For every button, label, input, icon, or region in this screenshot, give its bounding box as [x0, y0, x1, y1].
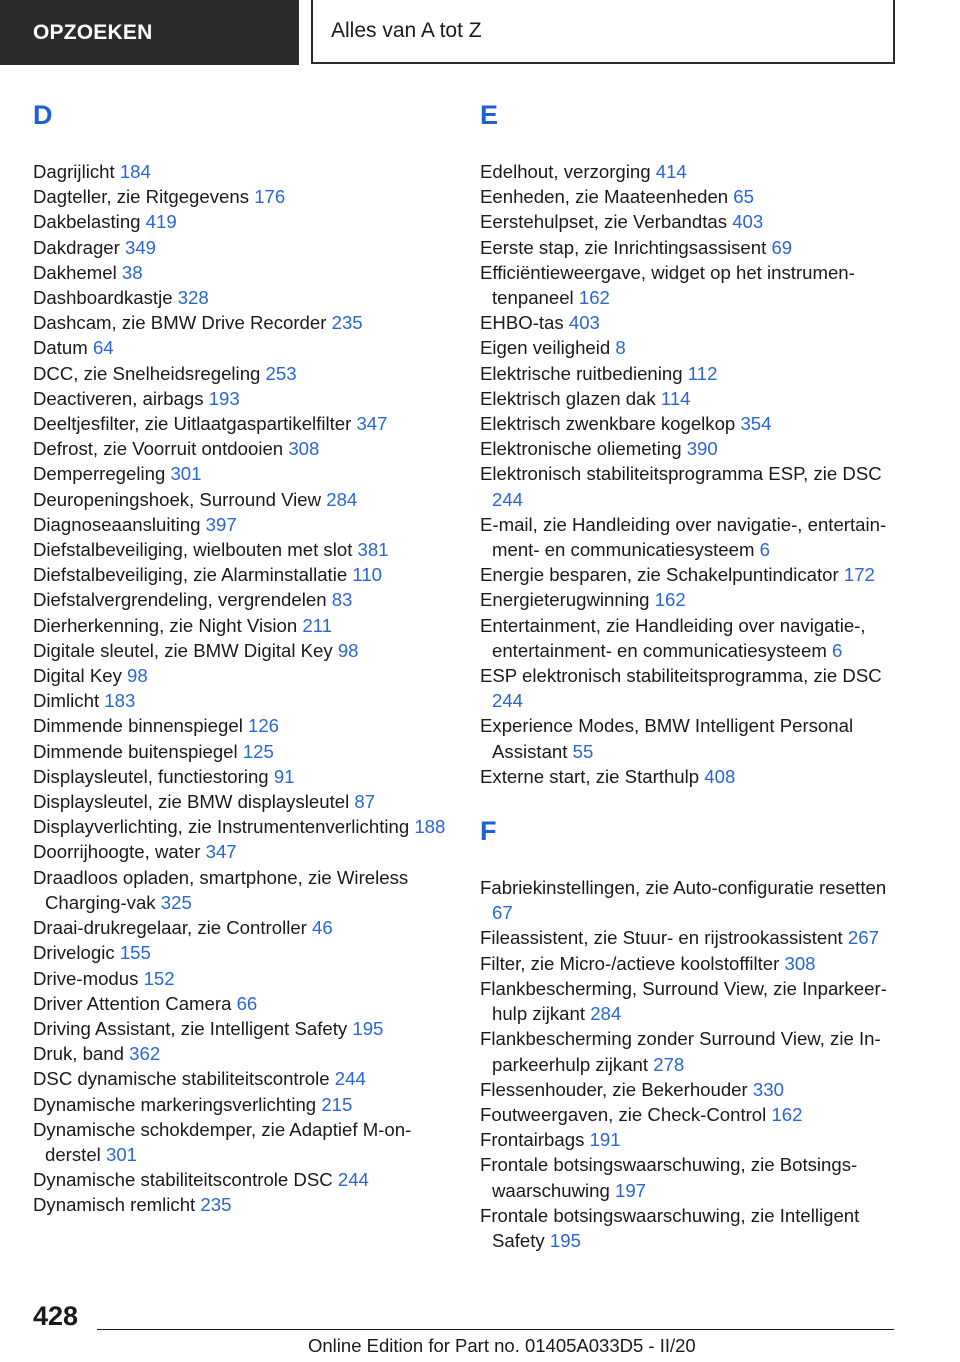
index-entry-text: DCC, zie Snelheidsregeling — [33, 362, 261, 384]
index-entry — [33, 1092, 458, 1117]
index-entry-text: Eenheden, zie Maateenheden — [480, 186, 729, 208]
index-entry-text: Dakhemel — [33, 261, 117, 283]
index-entry-text: Diagnoseaansluiting — [33, 513, 201, 535]
page-reference-link[interactable]: 64 — [92, 337, 114, 359]
index-entry-text: ESP elektronisch stabiliteitsprogramma, zie DSC — [480, 665, 882, 687]
index-entry-text: Dimmende buitenspiegel — [33, 740, 238, 762]
index-entry — [33, 1117, 458, 1167]
index-entry — [480, 335, 905, 360]
page-reference-link[interactable]: 215 — [321, 1093, 353, 1115]
index-entry — [480, 562, 905, 587]
index-entry — [33, 235, 458, 260]
index-entry-text: Flankbescherming zonder Surround View, zie Inparkeerhulp zijkant — [480, 1028, 881, 1075]
index-entry-text: Defrost, zie Voorruit ontdooien — [33, 438, 284, 460]
group-spacer — [480, 789, 905, 816]
page-reference-link[interactable]: 188 — [414, 816, 446, 838]
index-entry — [480, 235, 905, 260]
page-reference-link[interactable]: 362 — [129, 1043, 161, 1065]
page-reference-link[interactable]: 191 — [589, 1129, 621, 1151]
page-reference-link[interactable]: 98 — [337, 639, 359, 661]
index-entry — [33, 915, 458, 940]
page-reference-link[interactable]: 244 — [492, 488, 524, 510]
page-reference-link[interactable]: 244 — [337, 1169, 369, 1191]
index-entry — [33, 487, 458, 512]
index-entry — [33, 562, 458, 587]
page-reference-link[interactable]: 328 — [177, 287, 209, 309]
index-entry — [33, 688, 458, 713]
index-entry-text: Eerstehulpset, zie Verbandtas — [480, 211, 728, 233]
index-entry — [33, 512, 458, 537]
index-entry — [480, 1127, 905, 1152]
index-entry — [480, 875, 905, 925]
index-entry-text: Entertainment, zie Handleiding over navigatie-, entertainment- en communicatiesysteem — [480, 614, 866, 661]
index-entry — [33, 184, 458, 209]
page-reference-link[interactable]: 211 — [302, 614, 333, 636]
index-entry-text: Digital Key — [33, 665, 122, 687]
index-entry — [33, 1167, 458, 1192]
index-entry-text: Dierherkenning, zie Night Vision — [33, 614, 298, 636]
index-entry-text: Dimlicht — [33, 690, 100, 712]
index-entry-text: E-mail, zie Handleiding over navigatie-, entertainment- en communicatiesysteem — [480, 513, 887, 561]
index-entry-text: Diefstalvergrendeling, vergrendelen — [33, 589, 327, 611]
index-entry — [33, 1192, 458, 1217]
index-entry — [33, 663, 458, 688]
index-entry — [480, 411, 905, 436]
index-entry — [33, 865, 458, 915]
index-entry-text: Diefstalbeveiliging, wielbouten met slot — [33, 539, 353, 561]
index-entry — [480, 764, 905, 789]
section-tab: OPZOEKEN — [0, 0, 299, 65]
index-column-left — [33, 100, 458, 1218]
index-entry — [33, 839, 458, 864]
page-reference-link[interactable]: 65 — [733, 186, 754, 208]
page-reference-link[interactable]: 235 — [331, 312, 363, 334]
index-entry-text: Draadloos opladen, smartphone, zie Wireless Charging-vak — [33, 866, 409, 913]
index-entry — [480, 1077, 905, 1102]
index-entry-text: Elektronisch stabiliteitsprogramma ESP, zie DSC — [480, 463, 882, 485]
index-entry-text: Demperregeling — [33, 463, 166, 485]
index-entry-text: Fileassistent, zie Stuur- en rijstrookassistent — [480, 927, 843, 949]
index-entry-text: Datum — [33, 337, 88, 359]
page-reference-link[interactable]: 66 — [236, 992, 258, 1014]
page-reference-link[interactable]: 408 — [704, 765, 736, 787]
index-entry — [480, 184, 905, 209]
index-entry-text: Displaysleutel, functiestoring — [33, 765, 269, 787]
index-entry — [480, 951, 905, 976]
index-entry-text: Edelhout, verzorging — [480, 161, 651, 182]
page-reference-link[interactable]: 253 — [265, 362, 297, 384]
index-entry-text: Dakbelasting — [33, 211, 141, 233]
page-reference-link[interactable]: 183 — [104, 690, 136, 712]
page-reference-link[interactable]: 176 — [254, 186, 286, 208]
index-entry — [480, 386, 905, 411]
page-reference-link[interactable]: 284 — [590, 1003, 622, 1025]
index-entry — [480, 159, 905, 184]
index-entry-text: Energieterugwinning — [480, 589, 650, 611]
page-reference-link[interactable]: 162 — [771, 1103, 803, 1125]
index-entry — [480, 976, 905, 1026]
index-entry — [33, 436, 458, 461]
index-entry — [33, 940, 458, 965]
index-entry-text: Frontale botsingswaarschuwing, zie Botsingswaarschuwing — [480, 1154, 858, 1201]
index-entry — [33, 638, 458, 663]
index-entry-text: Diefstalbeveiliging, zie Alarminstallatie — [33, 564, 348, 586]
page-reference-link[interactable]: 301 — [105, 1143, 138, 1165]
page-reference-link[interactable]: 152 — [143, 967, 175, 989]
index-entry — [33, 1041, 458, 1066]
index-entry — [33, 461, 458, 486]
index-entry-text: Deactiveren, airbags — [33, 387, 204, 409]
index-entry — [33, 159, 458, 184]
page-reference-link[interactable]: 38 — [121, 261, 143, 283]
index-entry-text: Flessenhouder, zie Bekerhouder — [480, 1078, 748, 1100]
index-entry — [33, 285, 458, 310]
index-entry-text: Elektrische ruitbediening — [480, 362, 683, 384]
index-entry — [480, 260, 905, 310]
index-entry-text: Foutweergaven, zie Check-Control — [480, 1103, 767, 1125]
page-reference-link[interactable]: 347 — [205, 841, 237, 863]
index-entry-text: Dynamische markeringsverlichting — [33, 1093, 317, 1115]
index-entry-text: Eigen veiligheid — [480, 337, 611, 359]
page-reference-link[interactable]: 244 — [492, 690, 524, 712]
footer-divider — [97, 1329, 894, 1330]
index-entry — [33, 789, 458, 814]
index-entry-text: Druk, band — [33, 1043, 124, 1065]
index-entry — [33, 209, 458, 234]
index-entry-text: Draai-drukregelaar, zie Controller — [33, 917, 307, 939]
page-reference-link[interactable]: 125 — [242, 740, 274, 762]
index-entry-text: Deuropeningshoek, Surround View — [33, 488, 322, 510]
index-entry — [480, 1152, 905, 1202]
index-entry — [33, 739, 458, 764]
page-reference-link[interactable]: 267 — [847, 927, 879, 949]
index-entry-text: Elektronische oliemeting — [480, 438, 682, 460]
index-entry-text: Displayverlichting, zie Instrumentenverlichting — [33, 816, 410, 838]
page-reference-link[interactable]: 6 — [832, 639, 843, 661]
page-reference-link[interactable]: 284 — [326, 488, 358, 510]
index-entry — [33, 713, 458, 738]
index-entry-text: Elektrisch glazen dak — [480, 387, 656, 409]
index-entry — [480, 436, 905, 461]
index-entry-text: Drive-modus — [33, 967, 139, 989]
index-entry-text: Digitale sleutel, zie BMW Digital Key — [33, 639, 333, 661]
page-reference-link[interactable]: 69 — [771, 236, 793, 258]
page-reference-link[interactable]: 195 — [549, 1229, 581, 1251]
page-reference-link[interactable]: 301 — [170, 463, 202, 485]
index-entry — [480, 310, 905, 335]
page-reference-link[interactable]: 197 — [615, 1179, 647, 1201]
page-reference-link[interactable]: 244 — [334, 1068, 366, 1090]
index-entry-text: Driver Attention Camera — [33, 992, 232, 1014]
page-reference-link[interactable]: 6 — [759, 539, 770, 561]
index-letter-heading: F — [480, 816, 497, 847]
index-entry-text: Frontale botsingswaarschuwing, zie Intelligent Safety — [480, 1204, 860, 1251]
index-entry-text: EHBO-tas — [480, 312, 564, 334]
page-reference-link[interactable]: 325 — [160, 891, 192, 913]
index-entry-text: Dagteller, zie Ritgegevens — [33, 186, 250, 208]
index-entry — [480, 1203, 905, 1253]
page-reference-link[interactable]: 83 — [331, 589, 353, 611]
index-entry-text: Dakdrager — [33, 236, 120, 258]
page-reference-link[interactable]: 98 — [127, 665, 148, 687]
index-entry-text: Eerste stap, zie Inrichtingsassisent — [480, 236, 767, 258]
index-entry — [33, 587, 458, 612]
index-entry — [33, 361, 458, 386]
index-entry — [33, 966, 458, 991]
page-reference-link[interactable]: 126 — [248, 715, 280, 737]
index-entry — [480, 587, 905, 612]
index-entry — [480, 1102, 905, 1127]
footer-edition: Online Edition for Part no. 01405A033D5 - II/20 — [308, 1335, 696, 1356]
index-entry — [480, 613, 905, 663]
page-reference-link[interactable]: 330 — [752, 1078, 784, 1100]
index-entry-text: Dashcam, zie BMW Drive Recorder — [33, 312, 327, 334]
index-entry-text: Displaysleutel, zie BMW displaysleutel — [33, 791, 350, 813]
index-entry-text: Dagrijlicht — [33, 161, 115, 182]
page-reference-link[interactable]: 110 — [352, 564, 383, 586]
index-entry-text: Dynamisch remlicht — [33, 1194, 196, 1216]
page-reference-link[interactable]: 308 — [784, 952, 816, 974]
index-entry — [480, 925, 905, 950]
page-reference-link[interactable]: 278 — [653, 1053, 685, 1075]
page-reference-link[interactable]: 354 — [740, 413, 772, 435]
index-letter-heading: E — [480, 100, 499, 130]
index-entry — [33, 1066, 458, 1091]
index-entry-text: DSC dynamische stabiliteitscontrole — [33, 1068, 330, 1090]
index-entry — [33, 260, 458, 285]
page-reference-link[interactable]: 114 — [660, 387, 691, 409]
page-header — [0, 0, 960, 66]
page-reference-link[interactable]: 172 — [843, 564, 875, 586]
index-entry — [480, 1026, 905, 1076]
index-entry-text: Filter, zie Micro-/actieve koolstoffilter — [480, 952, 780, 974]
index-entry-text: Deeltjesfilter, zie Uitlaatgaspartikelfilter — [33, 413, 352, 435]
index-entry — [33, 1016, 458, 1041]
index-entry-text: Drivelogic — [33, 942, 115, 964]
index-entry — [33, 335, 458, 360]
index-entry — [480, 663, 905, 713]
page-reference-link[interactable]: 8 — [615, 337, 626, 359]
index-entry — [480, 512, 905, 562]
page-reference-link[interactable]: 55 — [572, 740, 594, 762]
index-entry — [33, 764, 458, 789]
index-entry-text: Dynamische schokdemper, zie Adaptief M-onderstel — [33, 1118, 412, 1165]
page-reference-link[interactable]: 155 — [119, 942, 151, 964]
index-entry-text: Fabriekinstellingen, zie Auto-configuratie resetten — [480, 877, 887, 899]
index-entry-text: Elektrisch zwenkbare kogelkop — [480, 413, 736, 435]
page-reference-link[interactable]: 347 — [356, 413, 388, 435]
index-entry-text: Dimmende binnenspiegel — [33, 715, 243, 737]
index-entry — [33, 310, 458, 335]
page-number: 428 — [33, 1301, 79, 1331]
page-reference-link[interactable]: 349 — [125, 236, 157, 258]
section-title: Alles van A tot Z — [311, 0, 895, 64]
index-entry-text: Doorrijhoogte, water — [33, 841, 201, 863]
index-entry-text: Frontairbags — [480, 1129, 585, 1151]
index-entry — [480, 713, 905, 763]
page-reference-link[interactable]: 46 — [312, 917, 333, 939]
index-entry — [33, 613, 458, 638]
index-entry-text: Externe start, zie Starthulp — [480, 765, 700, 787]
index-entry-text: Flankbescherming, Surround View, zie Inparkeerhulp zijkant — [480, 977, 887, 1025]
page-reference-link[interactable]: 419 — [145, 211, 177, 233]
page-reference-link[interactable]: 390 — [686, 438, 718, 460]
index-entry — [480, 209, 905, 234]
page-reference-link[interactable]: 397 — [205, 513, 237, 535]
page-reference-link[interactable]: 193 — [208, 387, 240, 409]
page-reference-link[interactable]: 381 — [357, 539, 389, 561]
page-reference-link[interactable]: 403 — [568, 312, 600, 334]
page-reference-link[interactable]: 403 — [732, 211, 764, 233]
index-entry-text: Driving Assistant, zie Intelligent Safety — [33, 1017, 348, 1039]
page-reference-link[interactable]: 195 — [352, 1017, 384, 1039]
page-reference-link[interactable]: 162 — [578, 287, 610, 309]
page-reference-link[interactable]: 162 — [654, 589, 686, 611]
index-entry — [33, 537, 458, 562]
page-reference-link[interactable]: 235 — [200, 1194, 232, 1216]
page-reference-link[interactable]: 112 — [687, 362, 718, 384]
page-reference-link[interactable]: 67 — [492, 902, 513, 924]
index-entry — [33, 411, 458, 436]
index-letter-heading: D — [33, 100, 53, 130]
index-entry — [480, 461, 905, 511]
index-entry-text: Dynamische stabiliteitscontrole DSC — [33, 1169, 333, 1191]
index-entry — [33, 991, 458, 1016]
page-reference-link[interactable]: 91 — [273, 765, 295, 787]
index-column-right — [480, 100, 905, 1253]
index-entry — [480, 361, 905, 386]
index-entry-text: Experience Modes, BMW Intelligent Personal Assistant — [480, 715, 854, 762]
index-entry — [33, 814, 458, 839]
index-entry-text: Energie besparen, zie Schakelpuntindicator — [480, 564, 839, 586]
page-reference-link[interactable]: 87 — [354, 791, 376, 813]
page-reference-link[interactable]: 414 — [655, 161, 687, 182]
index-entry-text: Dashboardkastje — [33, 287, 173, 309]
page-reference-link[interactable]: 308 — [288, 438, 320, 460]
index-entry — [33, 386, 458, 411]
page-reference-link[interactable]: 184 — [119, 161, 151, 182]
index-entry-text: Efficiëntieweergave, widget op het instrumentenpaneel — [480, 261, 855, 309]
